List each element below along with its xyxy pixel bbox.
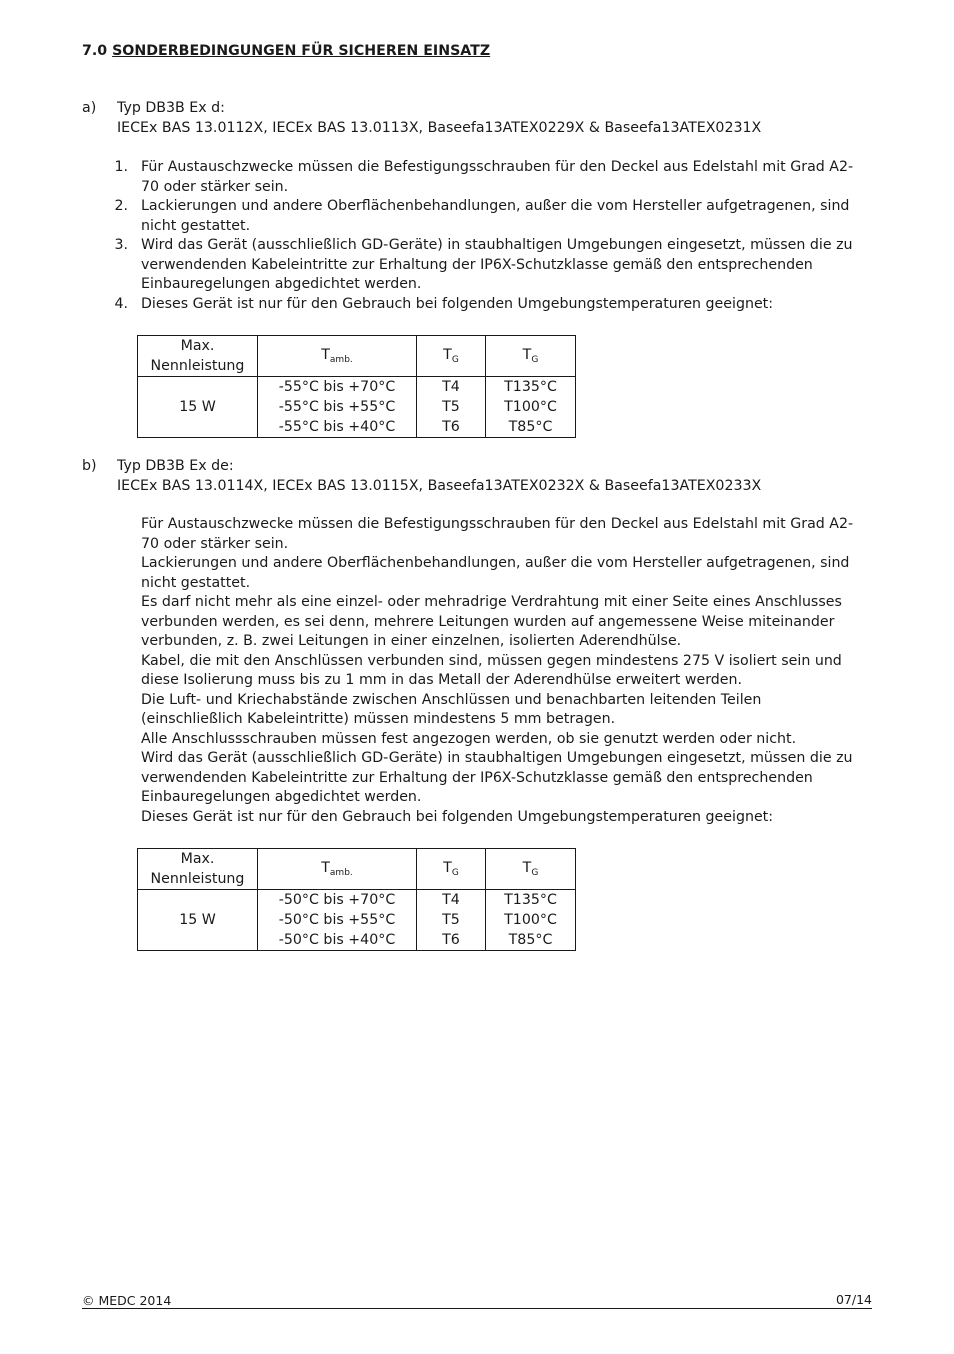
tmax-value: T100°C (504, 399, 557, 415)
section-a-type: Typ DB3B Ex d: (117, 100, 225, 116)
tamb-value: -50°C bis +70°C (278, 892, 396, 908)
header-tg2-sub: G (531, 868, 539, 878)
header-max-rating (138, 336, 258, 377)
tmax-value: T85°C (508, 419, 553, 435)
section-a-label: a) (82, 100, 97, 116)
tamb-value: -50°C bis +55°C (278, 912, 396, 928)
condition-paragraph: Wird das Gerät (ausschließlich GD-Geräte) in staubhaltigen Umgebungen eingesetzt, müssen die zu verwendenden Kabeleintritte zur Erhaltung der IP6X-Schutzklasse gemäß den entsprechenden Einbauregelungen abgedichtet werden. (141, 750, 853, 805)
cell-power: 15 W (138, 377, 258, 438)
list-item (110, 158, 870, 197)
table-row (138, 890, 576, 951)
header-max-surface-temp (486, 336, 576, 377)
header-tamb-sub: amb. (329, 868, 353, 878)
tamb-value: -55°C bis +70°C (278, 379, 396, 395)
header-tamb-sub: amb. (329, 355, 353, 365)
header-tg2-sub: G (531, 355, 539, 365)
header-tg-main: T (443, 347, 452, 363)
list-item-number: 4. (114, 295, 128, 312)
tmax-value: T135°C (504, 379, 557, 395)
tmax-value: T100°C (504, 912, 557, 928)
tclass-value: T4 (442, 892, 460, 908)
condition-paragraph: Für Austauschzwecke müssen die Befestigungsschrauben für den Deckel aus Edelstahl mit Grad A2-70 oder stärker sein. (141, 516, 854, 552)
section-a-temperature-table (137, 335, 576, 438)
tmax-value: T85°C (508, 932, 553, 948)
tclass-value: T6 (442, 932, 460, 948)
header-max-rating (138, 849, 258, 890)
condition-paragraph: Es darf nicht mehr als eine einzel- oder mehradrige Verdrahtung mit einer Seite eines Anschlusses verbunden werden, es sei denn, mehrere Leitungen wurden auf angemessene Weise miteinander verbunden, z. B. zwei Leitungen in einer einzelnen, isolierten Aderendhülse. (141, 594, 842, 649)
condition-paragraph: Kabel, die mit den Anschlüssen verbunden sind, müssen gegen mindestens 275 V isoliert sein und diese Isolierung muss bis zu 1 mm in das Metall der Aderendhülse erweitert werden. (141, 652, 842, 688)
condition-paragraph: Alle Anschlussschrauben müssen fest angezogen werden, ob sie genutzt werden oder nicht. (141, 730, 797, 747)
list-item-number: 1. (114, 159, 128, 175)
section-b-temperature-table (137, 848, 576, 951)
header-tg-sub: G (451, 868, 459, 878)
list-item-number: 2. (114, 198, 128, 214)
header-tg2-main: T (522, 347, 532, 363)
header-tamb-main: T (321, 347, 330, 363)
header-temperature-class (417, 336, 486, 377)
tclass-value: T6 (442, 419, 460, 435)
header-tg-main: T (443, 860, 452, 876)
header-max-line2: Nennleistung (150, 871, 245, 887)
header-tamb (258, 849, 417, 890)
list-item-text: Lackierungen und andere Oberflächenbehandlungen, außer die vom Hersteller aufgetragenen, sind nicht gestattet. (141, 198, 850, 234)
list-item-text: Für Austauschzwecke müssen die Befestigungsschrauben für den Deckel aus Edelstahl mit Grad A2-70 oder stärker sein. (141, 159, 854, 195)
condition-paragraph: Die Luft- und Kriechabstände zwischen Anschlüssen und benachbarten leitenden Teilen (einschließlich Kabeleintritte) müssen mindestens 5 mm betragen. (141, 691, 762, 727)
cell-tamb (258, 890, 417, 951)
header-max-line1: Max. (180, 851, 215, 867)
cell-tmax (486, 377, 576, 438)
heading-title: SONDERBEDINGUNGEN FÜR SICHEREN EINSATZ (112, 43, 491, 59)
cell-tclass (417, 377, 486, 438)
section-a-conditions-list (110, 158, 870, 314)
section-heading (82, 42, 490, 62)
section-b-conditions (141, 515, 861, 827)
tamb-value: -55°C bis +40°C (278, 419, 396, 435)
condition-paragraph: Dieses Gerät ist nur für den Gebrauch bei folgenden Umgebungstemperaturen geeignet: (141, 808, 774, 825)
condition-paragraph: Lackierungen und andere Oberflächenbehandlungen, außer die vom Hersteller aufgetragenen, sind nicht gestattet. (141, 555, 850, 591)
cell-power: 15 W (138, 890, 258, 951)
cell-tclass (417, 890, 486, 951)
section-b-label: b) (82, 458, 97, 474)
tclass-value: T5 (442, 912, 460, 928)
section-b-type: Typ DB3B Ex de: (117, 458, 234, 474)
list-item-text: Wird das Gerät (ausschließlich GD-Geräte) in staubhaltigen Umgebungen eingesetzt, müssen die zu verwendenden Kabeleintritte zur Erhaltung der IP6X-Schutzklasse gemäß den entsprechenden Einbauregelungen abgedichtet werden. (141, 237, 853, 292)
tamb-value: -50°C bis +40°C (278, 932, 396, 948)
header-tamb-main: T (321, 860, 330, 876)
table-row (138, 377, 576, 438)
list-item-text: Dieses Gerät ist nur für den Gebrauch bei folgenden Umgebungstemperaturen geeignet: (141, 295, 774, 312)
tmax-value: T135°C (504, 892, 557, 908)
header-max-line1: Max. (180, 338, 215, 354)
section-a-certificates: IECEx BAS 13.0112X, IECEx BAS 13.0113X, Baseefa13ATEX0229X & Baseefa13ATEX0231X (117, 120, 762, 136)
header-temperature-class (417, 849, 486, 890)
list-item (110, 295, 870, 315)
cell-tmax (486, 890, 576, 951)
cell-tamb (258, 377, 417, 438)
footer-date: 07/14 (835, 1292, 872, 1307)
footer-divider (82, 1308, 872, 1309)
header-tg2-main: T (522, 860, 532, 876)
list-item (110, 236, 870, 295)
tclass-value: T5 (442, 399, 460, 415)
table-header-row (138, 849, 576, 890)
header-max-line2: Nennleistung (150, 358, 245, 374)
tamb-value: -55°C bis +55°C (278, 399, 396, 415)
tclass-value: T4 (442, 379, 460, 395)
list-item-number: 3. (114, 237, 128, 253)
list-item (110, 197, 870, 236)
header-max-surface-temp (486, 849, 576, 890)
table-header-row (138, 336, 576, 377)
footer-copyright: © MEDC 2014 (82, 1293, 172, 1308)
header-tg-sub: G (451, 355, 459, 365)
section-b-certificates: IECEx BAS 13.0114X, IECEx BAS 13.0115X, Baseefa13ATEX0232X & Baseefa13ATEX0233X (117, 478, 762, 494)
header-tamb (258, 336, 417, 377)
heading-number: 7.0 (82, 43, 108, 59)
